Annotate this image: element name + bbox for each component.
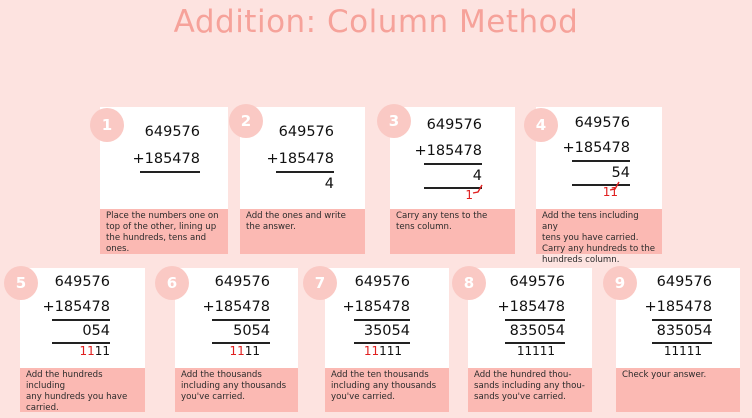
carry-digits: 11111 [663,344,702,358]
step-caption: Add the thousands including any thousands you've carried. [175,368,298,412]
sum-line [212,319,270,321]
sum-line [52,319,110,321]
step-number-badge: 9 [603,266,637,300]
bottom-addend: +185478 [644,299,712,315]
step-number-badge: 6 [155,266,189,300]
step-caption: Place the numbers one on top of the other, lining up the hundreds, tens and ones. [100,209,228,254]
carry-digits: 1 [465,188,473,202]
step-caption: Check your answer. [616,368,740,412]
step-number-badge: 7 [303,266,337,300]
sum-line [276,171,334,173]
carry-digits: 1111 [229,344,260,358]
answer: 4 [324,176,334,192]
bottom-addend: +185478 [42,299,110,315]
bottom-addend: +185478 [414,143,482,159]
top-addend: 649576 [574,115,630,131]
top-addend: 649576 [214,274,270,290]
step-number-badge: 3 [377,104,411,138]
step-caption: Carry any tens to the tens column. [390,209,515,254]
sum-line [140,171,200,173]
step-number-badge: 2 [229,104,263,138]
sum-line [572,160,630,162]
carry-digits: 11111 [363,344,402,358]
answer: 054 [82,323,110,339]
step-caption: Add the tens including any tens you have carried. Carry any hundreds to the hundreds column. [536,209,662,254]
top-addend: 649576 [509,274,565,290]
step-caption: Add the ten thousands including any thousands you've carried. [325,368,449,412]
bottom-addend: +185478 [202,299,270,315]
step-caption: Add the hundreds including any hundreds you have carried. [20,368,145,412]
carry-digits: 11 [602,185,618,199]
top-addend: 649576 [354,274,410,290]
carry-tick-icon [609,180,621,192]
bottom-addend: +185478 [266,151,334,167]
top-addend: 649576 [656,274,712,290]
carry-tick-icon [472,183,484,195]
page-title: Addition: Column Method [173,4,579,40]
answer: 835054 [656,323,712,339]
bottom-addend: +185478 [497,299,565,315]
top-addend: 649576 [278,124,334,140]
bottom-addend: +185478 [342,299,410,315]
bottom-addend: +185478 [132,151,200,167]
top-addend: 649576 [54,274,110,290]
answer: 4 [472,168,482,184]
sum-line [505,319,565,321]
sum-line [354,319,410,321]
answer: 835054 [509,323,565,339]
step-number-badge: 8 [452,266,486,300]
top-addend: 649576 [426,117,482,133]
answer: 54 [611,165,630,181]
step-number-badge: 4 [524,108,558,142]
sum-line [652,319,712,321]
bottom-addend: +185478 [562,140,630,156]
step-caption: Add the ones and write the answer. [240,209,365,254]
answer: 5054 [233,323,270,339]
step-caption: Add the hundred thou- sands including any thou- sands you've carried. [468,368,592,412]
answer: 35054 [363,323,410,339]
sum-line [424,163,482,165]
step-number-badge: 1 [90,108,124,142]
carry-digits: 1111 [79,344,110,358]
step-number-badge: 5 [4,266,38,300]
top-addend: 649576 [144,124,200,140]
carry-digits: 11111 [516,344,555,358]
